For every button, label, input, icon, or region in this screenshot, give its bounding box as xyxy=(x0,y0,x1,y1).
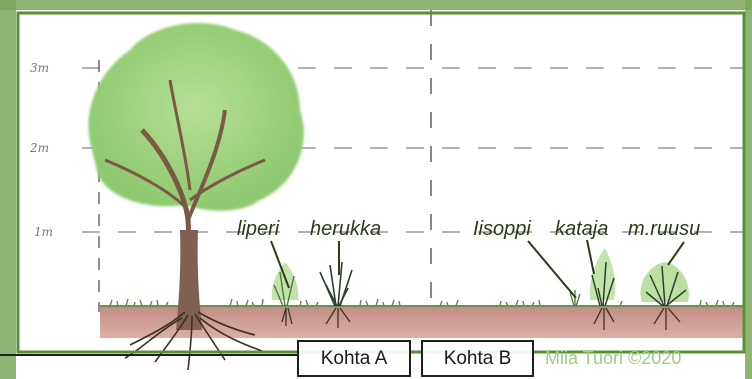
label-liperi: liperi xyxy=(237,218,280,240)
author-credit: Miia Tuori ©2020 xyxy=(545,348,682,368)
label-iisoppi: Iisoppi xyxy=(473,218,531,240)
scale-label-2m: 2m xyxy=(30,141,50,155)
right-green-strip xyxy=(745,0,752,379)
section-a-box: Kohta A xyxy=(297,340,411,377)
left-green-strip xyxy=(0,0,16,379)
label-herukka: herukka xyxy=(310,218,382,240)
scale-label-1m: 1m xyxy=(34,225,54,239)
label-m-ruusu: m.ruusu xyxy=(628,218,701,240)
top-green-strip xyxy=(0,0,752,10)
scale-label-3m: 3m xyxy=(30,61,50,75)
label-kataja: kataja xyxy=(555,218,609,240)
section-b-box: Kohta B xyxy=(421,340,534,377)
